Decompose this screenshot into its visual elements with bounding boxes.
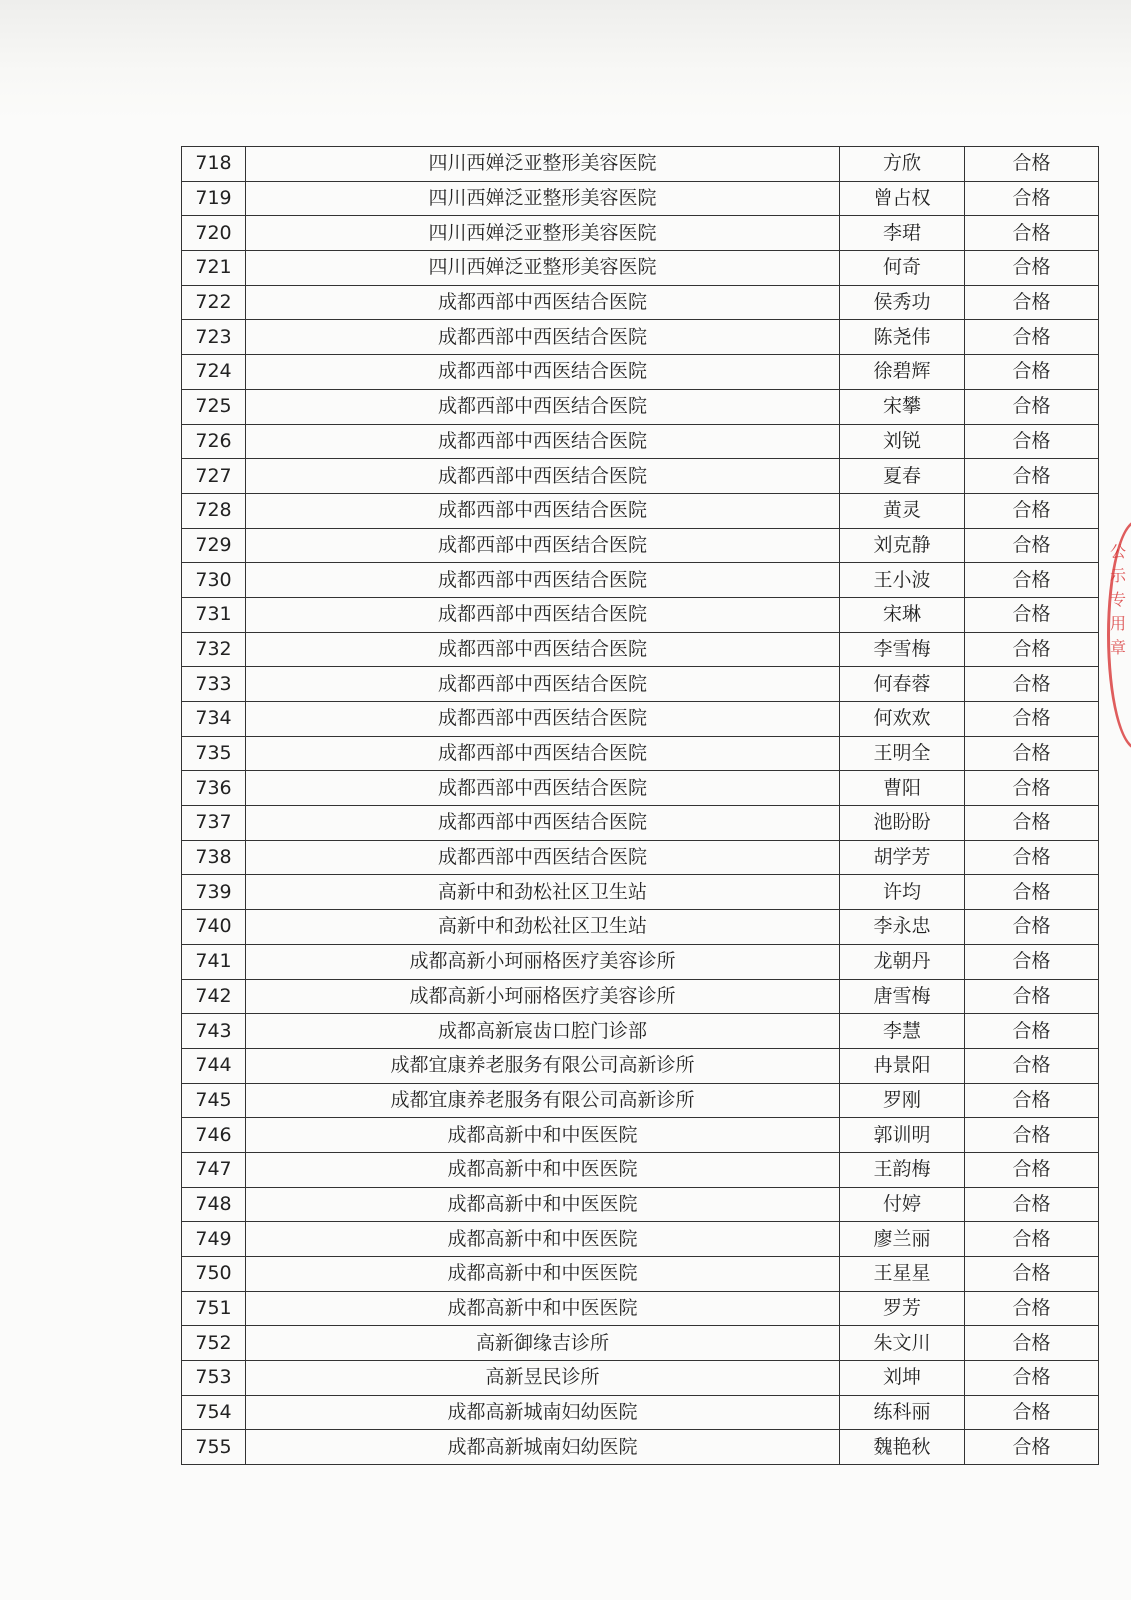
- result-status: 合格: [965, 1118, 1099, 1153]
- results-table-body: [182, 147, 1099, 1465]
- result-status: 合格: [965, 528, 1099, 563]
- row-number: 752: [182, 1326, 246, 1361]
- result-status: 合格: [965, 355, 1099, 390]
- person-name: 朱文川: [840, 1326, 965, 1361]
- person-name: 郭训明: [840, 1118, 965, 1153]
- result-status: 合格: [965, 1014, 1099, 1049]
- institution-name: 四川西婵泛亚整形美容医院: [246, 251, 840, 286]
- result-status: 合格: [965, 736, 1099, 771]
- table-row: [182, 1048, 1099, 1083]
- person-name: 何奇: [840, 251, 965, 286]
- table-row: [182, 944, 1099, 979]
- official-seal: [1107, 520, 1131, 750]
- person-name: 曾占权: [840, 181, 965, 216]
- result-status: 合格: [965, 979, 1099, 1014]
- institution-name: 成都西部中西医结合医院: [246, 285, 840, 320]
- row-number: 745: [182, 1083, 246, 1118]
- table-row: [182, 1014, 1099, 1049]
- row-number: 720: [182, 216, 246, 251]
- table-row: [182, 251, 1099, 286]
- result-status: 合格: [965, 1430, 1099, 1465]
- row-number: 732: [182, 632, 246, 667]
- row-number: 738: [182, 840, 246, 875]
- row-number: 718: [182, 147, 246, 182]
- institution-name: 四川西婵泛亚整形美容医院: [246, 216, 840, 251]
- person-name: 侯秀功: [840, 285, 965, 320]
- result-status: 合格: [965, 1361, 1099, 1396]
- table-row: [182, 528, 1099, 563]
- table-row: [182, 771, 1099, 806]
- institution-name: 高新中和劲松社区卫生站: [246, 875, 840, 910]
- person-name: 夏春: [840, 459, 965, 494]
- institution-name: 成都高新城南妇幼医院: [246, 1430, 840, 1465]
- row-number: 746: [182, 1118, 246, 1153]
- institution-name: 成都西部中西医结合医院: [246, 320, 840, 355]
- table-row: [182, 1430, 1099, 1465]
- table-row: [182, 597, 1099, 632]
- table-row: [182, 1291, 1099, 1326]
- table-row: [182, 1083, 1099, 1118]
- result-status: 合格: [965, 320, 1099, 355]
- table-row: [182, 736, 1099, 771]
- person-name: 刘锐: [840, 424, 965, 459]
- table-row: [182, 702, 1099, 737]
- result-status: 合格: [965, 1257, 1099, 1292]
- person-name: 李雪梅: [840, 632, 965, 667]
- result-status: 合格: [965, 424, 1099, 459]
- institution-name: 成都高新中和中医医院: [246, 1222, 840, 1257]
- person-name: 李珺: [840, 216, 965, 251]
- row-number: 754: [182, 1395, 246, 1430]
- row-number: 722: [182, 285, 246, 320]
- result-status: 合格: [965, 459, 1099, 494]
- table-row: [182, 632, 1099, 667]
- institution-name: 成都西部中西医结合医院: [246, 736, 840, 771]
- person-name: 王星星: [840, 1257, 965, 1292]
- row-number: 737: [182, 806, 246, 841]
- person-name: 宋攀: [840, 389, 965, 424]
- institution-name: 高新中和劲松社区卫生站: [246, 910, 840, 945]
- row-number: 739: [182, 875, 246, 910]
- person-name: 李慧: [840, 1014, 965, 1049]
- person-name: 王小波: [840, 563, 965, 598]
- table-row: [182, 459, 1099, 494]
- table-row: [182, 216, 1099, 251]
- result-status: 合格: [965, 702, 1099, 737]
- person-name: 廖兰丽: [840, 1222, 965, 1257]
- row-number: 733: [182, 667, 246, 702]
- table-row: [182, 147, 1099, 182]
- row-number: 725: [182, 389, 246, 424]
- result-status: 合格: [965, 632, 1099, 667]
- institution-name: 成都高新城南妇幼医院: [246, 1395, 840, 1430]
- institution-name: 成都西部中西医结合医院: [246, 771, 840, 806]
- person-name: 王韵梅: [840, 1152, 965, 1187]
- table-row: [182, 493, 1099, 528]
- person-name: 罗芳: [840, 1291, 965, 1326]
- institution-name: 成都高新中和中医医院: [246, 1152, 840, 1187]
- result-status: 合格: [965, 493, 1099, 528]
- table-row: [182, 181, 1099, 216]
- table-row: [182, 389, 1099, 424]
- scan-shadow: [0, 0, 1131, 120]
- table-row: [182, 424, 1099, 459]
- person-name: 罗刚: [840, 1083, 965, 1118]
- institution-name: 成都西部中西医结合医院: [246, 389, 840, 424]
- table-row: [182, 806, 1099, 841]
- row-number: 724: [182, 355, 246, 390]
- result-status: 合格: [965, 563, 1099, 598]
- table-row: [182, 1152, 1099, 1187]
- person-name: 王明全: [840, 736, 965, 771]
- table-row: [182, 667, 1099, 702]
- institution-name: 成都西部中西医结合医院: [246, 563, 840, 598]
- row-number: 742: [182, 979, 246, 1014]
- result-status: 合格: [965, 806, 1099, 841]
- table-row: [182, 1222, 1099, 1257]
- row-number: 751: [182, 1291, 246, 1326]
- institution-name: 成都西部中西医结合医院: [246, 355, 840, 390]
- person-name: 练科丽: [840, 1395, 965, 1430]
- institution-name: 高新昱民诊所: [246, 1361, 840, 1396]
- row-number: 755: [182, 1430, 246, 1465]
- institution-name: 成都宜康养老服务有限公司高新诊所: [246, 1048, 840, 1083]
- row-number: 753: [182, 1361, 246, 1396]
- result-status: 合格: [965, 285, 1099, 320]
- row-number: 749: [182, 1222, 246, 1257]
- result-status: 合格: [965, 1048, 1099, 1083]
- institution-name: 成都高新宸齿口腔门诊部: [246, 1014, 840, 1049]
- result-status: 合格: [965, 944, 1099, 979]
- result-status: 合格: [965, 771, 1099, 806]
- results-table: [181, 146, 1099, 1465]
- institution-name: 成都西部中西医结合医院: [246, 806, 840, 841]
- institution-name: 成都高新中和中医医院: [246, 1187, 840, 1222]
- institution-name: 成都宜康养老服务有限公司高新诊所: [246, 1083, 840, 1118]
- person-name: 唐雪梅: [840, 979, 965, 1014]
- row-number: 747: [182, 1152, 246, 1187]
- institution-name: 成都西部中西医结合医院: [246, 528, 840, 563]
- row-number: 750: [182, 1257, 246, 1292]
- row-number: 726: [182, 424, 246, 459]
- row-number: 744: [182, 1048, 246, 1083]
- person-name: 许均: [840, 875, 965, 910]
- person-name: 池盼盼: [840, 806, 965, 841]
- person-name: 胡学芳: [840, 840, 965, 875]
- institution-name: 成都西部中西医结合医院: [246, 632, 840, 667]
- table-row: [182, 320, 1099, 355]
- row-number: 741: [182, 944, 246, 979]
- institution-name: 成都高新中和中医医院: [246, 1291, 840, 1326]
- person-name: 龙朝丹: [840, 944, 965, 979]
- person-name: 曹阳: [840, 771, 965, 806]
- result-status: 合格: [965, 251, 1099, 286]
- institution-name: 成都西部中西医结合医院: [246, 493, 840, 528]
- result-status: 合格: [965, 875, 1099, 910]
- table-row: [182, 840, 1099, 875]
- table-row: [182, 1361, 1099, 1396]
- person-name: 刘坤: [840, 1361, 965, 1396]
- row-number: 730: [182, 563, 246, 598]
- person-name: 刘克静: [840, 528, 965, 563]
- table-row: [182, 355, 1099, 390]
- institution-name: 成都高新小珂丽格医疗美容诊所: [246, 979, 840, 1014]
- row-number: 743: [182, 1014, 246, 1049]
- row-number: 734: [182, 702, 246, 737]
- person-name: 黄灵: [840, 493, 965, 528]
- table-row: [182, 1326, 1099, 1361]
- result-status: 合格: [965, 216, 1099, 251]
- person-name: 魏艳秋: [840, 1430, 965, 1465]
- row-number: 719: [182, 181, 246, 216]
- institution-name: 成都高新中和中医医院: [246, 1118, 840, 1153]
- result-status: 合格: [965, 1187, 1099, 1222]
- person-name: 方欣: [840, 147, 965, 182]
- row-number: 748: [182, 1187, 246, 1222]
- table-row: [182, 979, 1099, 1014]
- institution-name: 成都高新中和中医医院: [246, 1257, 840, 1292]
- result-status: 合格: [965, 840, 1099, 875]
- result-status: 合格: [965, 1222, 1099, 1257]
- institution-name: 成都西部中西医结合医院: [246, 424, 840, 459]
- person-name: 宋琳: [840, 597, 965, 632]
- result-status: 合格: [965, 181, 1099, 216]
- result-status: 合格: [965, 667, 1099, 702]
- institution-name: 成都西部中西医结合医院: [246, 840, 840, 875]
- result-status: 合格: [965, 1326, 1099, 1361]
- person-name: 何春蓉: [840, 667, 965, 702]
- row-number: 723: [182, 320, 246, 355]
- person-name: 何欢欢: [840, 702, 965, 737]
- row-number: 731: [182, 597, 246, 632]
- institution-name: 成都西部中西医结合医院: [246, 459, 840, 494]
- result-status: 合格: [965, 1083, 1099, 1118]
- result-status: 合格: [965, 1291, 1099, 1326]
- institution-name: 成都西部中西医结合医院: [246, 702, 840, 737]
- row-number: 727: [182, 459, 246, 494]
- institution-name: 成都高新小珂丽格医疗美容诊所: [246, 944, 840, 979]
- table-row: [182, 910, 1099, 945]
- person-name: 付婷: [840, 1187, 965, 1222]
- result-status: 合格: [965, 1152, 1099, 1187]
- row-number: 735: [182, 736, 246, 771]
- result-status: 合格: [965, 597, 1099, 632]
- table-row: [182, 563, 1099, 598]
- result-status: 合格: [965, 389, 1099, 424]
- table-row: [182, 1118, 1099, 1153]
- row-number: 736: [182, 771, 246, 806]
- institution-name: 高新御缘吉诊所: [246, 1326, 840, 1361]
- row-number: 740: [182, 910, 246, 945]
- institution-name: 四川西婵泛亚整形美容医院: [246, 181, 840, 216]
- result-status: 合格: [965, 910, 1099, 945]
- row-number: 728: [182, 493, 246, 528]
- person-name: 冉景阳: [840, 1048, 965, 1083]
- institution-name: 成都西部中西医结合医院: [246, 597, 840, 632]
- person-name: 陈尧伟: [840, 320, 965, 355]
- table-row: [182, 875, 1099, 910]
- person-name: 徐碧辉: [840, 355, 965, 390]
- institution-name: 成都西部中西医结合医院: [246, 667, 840, 702]
- row-number: 729: [182, 528, 246, 563]
- table-row: [182, 1187, 1099, 1222]
- row-number: 721: [182, 251, 246, 286]
- person-name: 李永忠: [840, 910, 965, 945]
- institution-name: 四川西婵泛亚整形美容医院: [246, 147, 840, 182]
- table-row: [182, 285, 1099, 320]
- table-row: [182, 1395, 1099, 1430]
- seal-text: 公示专用章: [1110, 542, 1127, 657]
- result-status: 合格: [965, 147, 1099, 182]
- result-status: 合格: [965, 1395, 1099, 1430]
- table-row: [182, 1257, 1099, 1292]
